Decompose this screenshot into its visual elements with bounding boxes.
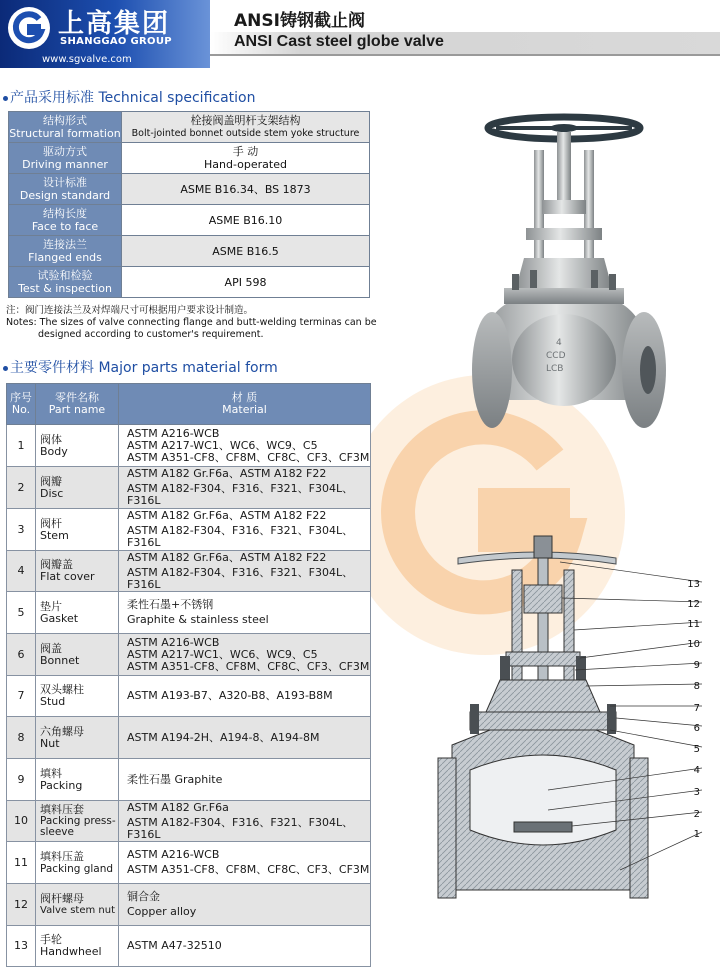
callout-label: 4: [693, 765, 700, 776]
spec-value-en: ASME B16.10: [208, 213, 283, 227]
part-no: 5: [7, 592, 36, 634]
table-row: [7, 509, 371, 551]
spec-label-en: Design standard: [19, 189, 111, 202]
part-name-en: Nut: [40, 736, 60, 750]
part-no: 1: [7, 425, 36, 467]
callout-label: 5: [693, 744, 700, 755]
spec-row: [9, 236, 370, 267]
part-name-en: Packing: [40, 778, 83, 792]
material-line: Copper alloy: [127, 905, 197, 918]
bullet-icon: [3, 366, 8, 371]
material-line: ASTM A351-CF8、CF8M、CF8C、CF3、CF3M: [127, 450, 370, 464]
part-name-cn: 垫片: [40, 599, 62, 613]
part-name-cn: 填料压盖: [40, 849, 84, 863]
spec-label-cn: 结构形式: [43, 114, 87, 127]
table-row: [7, 801, 371, 842]
spec-label-en: Face to face: [31, 220, 99, 233]
material-line: ASTM A351-CF8、CF8M、CF8C、CF3、CF3M: [127, 659, 370, 673]
table-row: [7, 425, 371, 467]
part-no: 12: [7, 884, 36, 926]
table-row: [7, 592, 371, 634]
material-line: ASTM A47-32510: [127, 939, 222, 952]
spec-label-cn: 设计标准: [43, 176, 87, 189]
photo-marking: CCD: [546, 351, 566, 361]
table-row: [7, 467, 371, 509]
parts-table: [6, 383, 371, 967]
part-no: 9: [7, 759, 36, 801]
table-row: [7, 759, 371, 801]
material-line: ASTM A182-F304、F316、F321、F304L、F316L: [127, 482, 354, 507]
part-no: 11: [7, 842, 36, 884]
table-row: [7, 884, 371, 926]
header-name-en: Part name: [48, 403, 106, 416]
part-name-en: Stem: [40, 528, 69, 542]
material-line: ASTM A216-WCB: [127, 426, 220, 440]
part-name-cn: 双头螺柱: [40, 683, 84, 696]
part-no: 2: [7, 467, 36, 509]
spec-value-en: ASME B16.34、BS 1873: [180, 182, 311, 196]
table-row: [7, 676, 371, 717]
header-name-cn: 零件名称: [55, 391, 99, 404]
photo-marking: LCB: [546, 364, 564, 374]
spec-label-cn: 试验和检验: [37, 269, 93, 282]
spec-value-en: ASME B16.5: [212, 244, 279, 258]
brand-name-cn: 上高集团: [58, 9, 171, 39]
material-line: ASTM A216-WCB: [127, 635, 220, 649]
material-line: 铜合金: [127, 890, 160, 903]
spec-label-cn: 驱动方式: [43, 145, 87, 158]
callout-label: 13: [687, 579, 700, 590]
spec-value-en: API 598: [224, 275, 267, 289]
spec-row: [9, 267, 370, 298]
table-row: [7, 926, 371, 967]
callout-label: 7: [693, 703, 700, 714]
spec-table: [8, 111, 370, 298]
callout-label: 2: [693, 809, 700, 820]
callout-label: 11: [687, 619, 700, 630]
parts-heading: 主要零件材料 Major parts material form: [3, 357, 278, 377]
callout-label: 6: [693, 723, 700, 734]
material-line: Graphite & stainless steel: [127, 613, 269, 626]
spec-label-en: Structural formation: [9, 127, 121, 140]
spec-label-cn: 结构长度: [43, 207, 87, 220]
title-bar: [210, 32, 720, 54]
material-line: ASTM A182-F304、F316、F321、F304L、F316L: [127, 565, 354, 591]
part-name-en: Stud: [40, 695, 66, 708]
part-name-cn: 手轮: [40, 933, 62, 946]
material-line: ASTM A217-WC1、WC6、WC9、C5: [127, 647, 318, 661]
valve-cross-section-drawing: [430, 530, 720, 970]
header-divider: [210, 54, 720, 56]
part-name-en: Packing gland: [40, 862, 114, 875]
part-name-cn: 填料: [40, 766, 62, 780]
material-line: ASTM A216-WCB: [127, 848, 220, 861]
part-name-en: Body: [40, 444, 68, 458]
spec-value-cn: 手 动: [232, 145, 259, 158]
material-line: ASTM A182 Gr.F6a、ASTM A182 F22: [127, 467, 327, 480]
spec-value-en: Hand-operated: [204, 158, 287, 171]
table-row: [7, 842, 371, 884]
spec-value-cn: 栓接阀盖明杆支架结构: [190, 114, 301, 127]
part-name-cn: 阀体: [40, 432, 62, 446]
part-name-en: Bonnet: [40, 653, 80, 667]
material-line: ASTM A351-CF8、CF8M、CF8C、CF3、CF3M: [127, 863, 370, 876]
spec-row: [9, 112, 370, 143]
callout-label: 9: [693, 660, 700, 671]
part-name-cn: 六角螺母: [40, 724, 84, 738]
part-no: 7: [7, 676, 36, 717]
header-material-cn: 材 质: [231, 391, 258, 404]
note-en-line1: Notes: The sizes of valve connecting flange and butt-welding terminas can be: [6, 317, 377, 328]
material-line: ASTM A182-F304、F316、F321、F304L、F316L: [127, 815, 354, 841]
callout-label: 1: [693, 829, 700, 840]
spec-row: [9, 205, 370, 236]
material-line: 柔性石墨 Graphite: [127, 772, 223, 786]
part-no: 10: [7, 801, 36, 842]
callout-label: 3: [693, 787, 700, 798]
part-name-en: Flat cover: [40, 570, 95, 583]
part-name-en: Packing press-sleeve: [40, 815, 116, 838]
spec-value-en: Bolt-jointed bonnet outside stem yoke structure: [131, 128, 360, 139]
callout-label: 10: [687, 639, 700, 650]
parts-header-row: [7, 384, 371, 425]
part-name-en: Gasket: [40, 611, 79, 625]
table-row: [7, 634, 371, 676]
header-material-en: Material: [222, 403, 267, 416]
part-name-en: Valve stem nut: [40, 904, 116, 916]
part-name-cn: 阀瓣: [40, 474, 62, 488]
material-line: ASTM A182 Gr.F6a、ASTM A182 F22: [127, 550, 327, 564]
table-row: [7, 717, 371, 759]
bullet-icon: [3, 96, 8, 101]
spec-label-en: Driving manner: [22, 158, 108, 171]
note-cn: 注：阀门连接法兰及对焊端尺寸可根据用户要求设计制造。: [6, 305, 254, 316]
header-no-cn: 序号: [10, 391, 32, 404]
part-no: 13: [7, 926, 36, 967]
brand-name-en: SHANGGAO GROUP: [60, 36, 172, 47]
material-line: ASTM A182-F304、F316、F321、F304L、F316L: [127, 524, 354, 549]
part-name-en: Handwheel: [40, 945, 102, 958]
material-line: ASTM A182 Gr.F6a: [127, 800, 229, 814]
spec-label-cn: 连接法兰: [43, 238, 87, 251]
page-title-cn: ANSI铸钢截止阀: [234, 11, 365, 31]
spec-row: [9, 143, 370, 174]
material-line: ASTM A193-B7、A320-B8、A193-B8M: [127, 689, 333, 702]
header-no-en: No.: [11, 403, 31, 416]
material-line: ASTM A194-2H、A194-8、A194-8M: [127, 730, 320, 744]
spec-heading: 产品采用标准 Technical specification: [3, 87, 255, 107]
table-row: [7, 551, 371, 592]
part-no: 8: [7, 717, 36, 759]
spec-label-en: Flanged ends: [28, 251, 102, 264]
callout-label: 12: [687, 599, 700, 610]
spec-notes: [6, 305, 377, 341]
part-name-cn: 阀杆螺母: [40, 891, 84, 905]
part-no: 3: [7, 509, 36, 551]
part-no: 6: [7, 634, 36, 676]
shanggao-logo-icon: [6, 5, 52, 51]
callout-label: 8: [693, 681, 700, 692]
material-line: 柔性石墨+不锈钢: [127, 598, 214, 611]
part-name-cn: 填料压套: [40, 803, 84, 816]
page-title-en: ANSI Cast steel globe valve: [234, 33, 444, 50]
note-en-line2: designed according to customer's requirement.: [38, 329, 264, 340]
part-name-en: Disc: [40, 486, 64, 500]
material-line: ASTM A217-WC1、WC6、WC9、C5: [127, 438, 318, 452]
material-line: ASTM A182 Gr.F6a、ASTM A182 F22: [127, 509, 327, 522]
part-no: 4: [7, 551, 36, 592]
part-name-cn: 阀盖: [40, 641, 62, 655]
part-name-cn: 阀瓣盖: [40, 558, 73, 571]
part-name-cn: 阀杆: [40, 516, 62, 530]
valve-photo: [466, 110, 676, 440]
spec-label-en: Test & inspection: [18, 282, 112, 295]
logo-banner: [0, 0, 210, 68]
spec-row: [9, 174, 370, 205]
photo-marking: 4: [556, 338, 562, 348]
brand-url[interactable]: www.sgvalve.com: [42, 54, 132, 65]
